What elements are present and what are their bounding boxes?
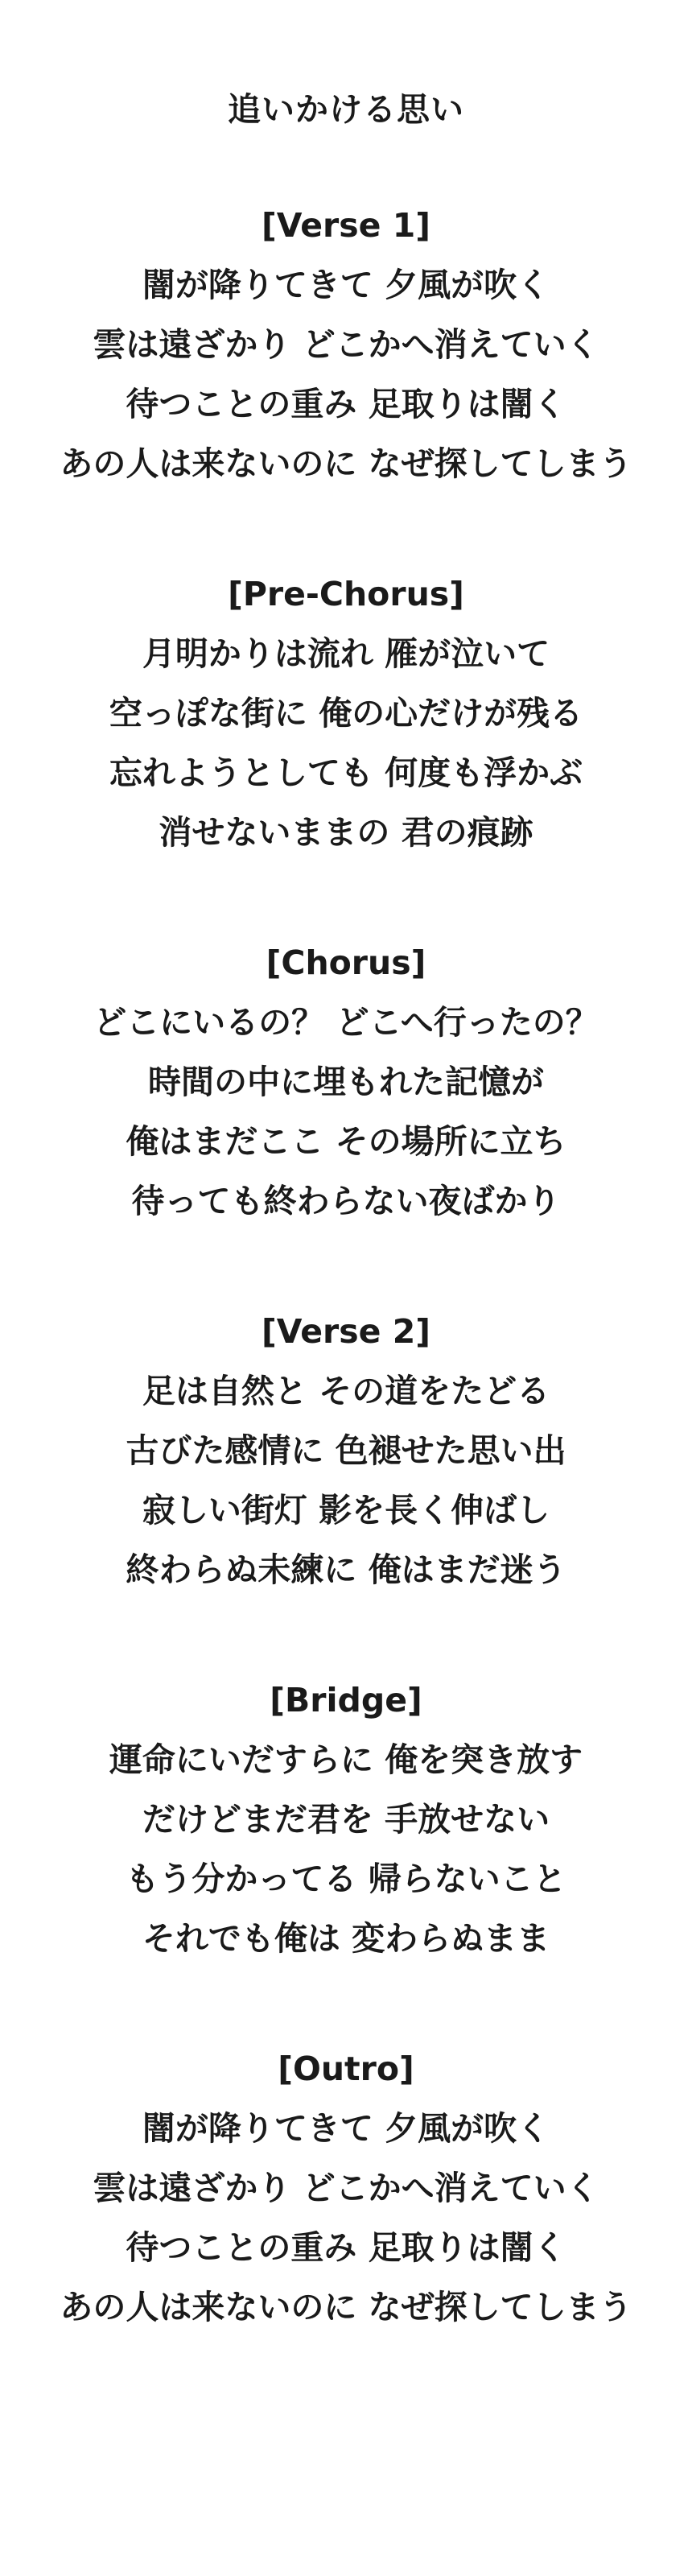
lyric-line: 忘れようとしても 何度も浮かぶ	[109, 753, 583, 792]
section-verse-1	[0, 203, 692, 486]
section-pre-chorus	[0, 572, 692, 855]
lyric-line: 雲は遠ざかり どこかへ消えていく	[93, 325, 599, 364]
lyric-line: 月明かりは流れ 雁が泣いて	[142, 634, 550, 673]
lyric-line: 運命にいだすらに 俺を突き放す	[109, 1740, 583, 1779]
lyric-line: 闇が降りてきて 夕風が吹く	[142, 2109, 550, 2148]
lyric-line: 寂しい街灯 影を長く伸ばし	[142, 1491, 550, 1530]
lyric-line: 古びた感情に 色褪せた思い出	[126, 1431, 566, 1470]
lyric-line: 待つことの重み 足取りは闇く	[126, 2228, 566, 2267]
section-label: [Bridge]	[270, 1681, 422, 1719]
lyric-line: 待つことの重み 足取りは闇く	[126, 385, 566, 423]
lyric-line: もう分かってる 帰らないこと	[126, 1860, 566, 1898]
lyric-line: 待っても終わらない夜ばかり	[131, 1182, 561, 1220]
section-outro	[0, 2046, 692, 2330]
section-label: [Verse 1]	[261, 206, 430, 245]
lyric-line: どこにいるの？ どこへ行ったの？	[93, 1003, 599, 1042]
section-label: [Verse 2]	[261, 1312, 430, 1351]
section-chorus	[0, 940, 692, 1224]
lyric-line: それでも俺は 変わらぬまま	[142, 1919, 550, 1958]
lyric-line: 空っぽな街に 俺の心だけが残る	[109, 694, 583, 733]
lyric-line: 足は自然と その道をたどる	[142, 1372, 550, 1410]
lyric-line: あの人は来ないのに なぜ探してしまう	[60, 444, 632, 483]
lyric-line: 雲は遠ざかり どこかへ消えていく	[93, 2169, 599, 2207]
section-bridge	[0, 1678, 692, 1961]
section-label: [Pre-Chorus]	[228, 575, 464, 613]
lyric-line: 俺はまだここ その場所に立ち	[126, 1122, 566, 1161]
lyric-line: 闇が降りてきて 夕風が吹く	[142, 266, 550, 304]
lyric-line: 消せないままの 君の痕跡	[159, 813, 533, 852]
lyric-line: あの人は来ないのに なぜ探してしまう	[60, 2288, 632, 2326]
lyric-line: だけどまだ君を 手放せない	[142, 1800, 550, 1839]
section-label: [Chorus]	[266, 943, 426, 982]
lyric-line: 時間の中に埋もれた記憶が	[148, 1063, 544, 1101]
section-label: [Outro]	[278, 2050, 414, 2088]
lyric-line: 終わらぬ未練に 俺はまだ迷う	[126, 1550, 566, 1589]
section-verse-2	[0, 1309, 692, 1592]
song-title: 追いかける思い	[228, 90, 464, 129]
